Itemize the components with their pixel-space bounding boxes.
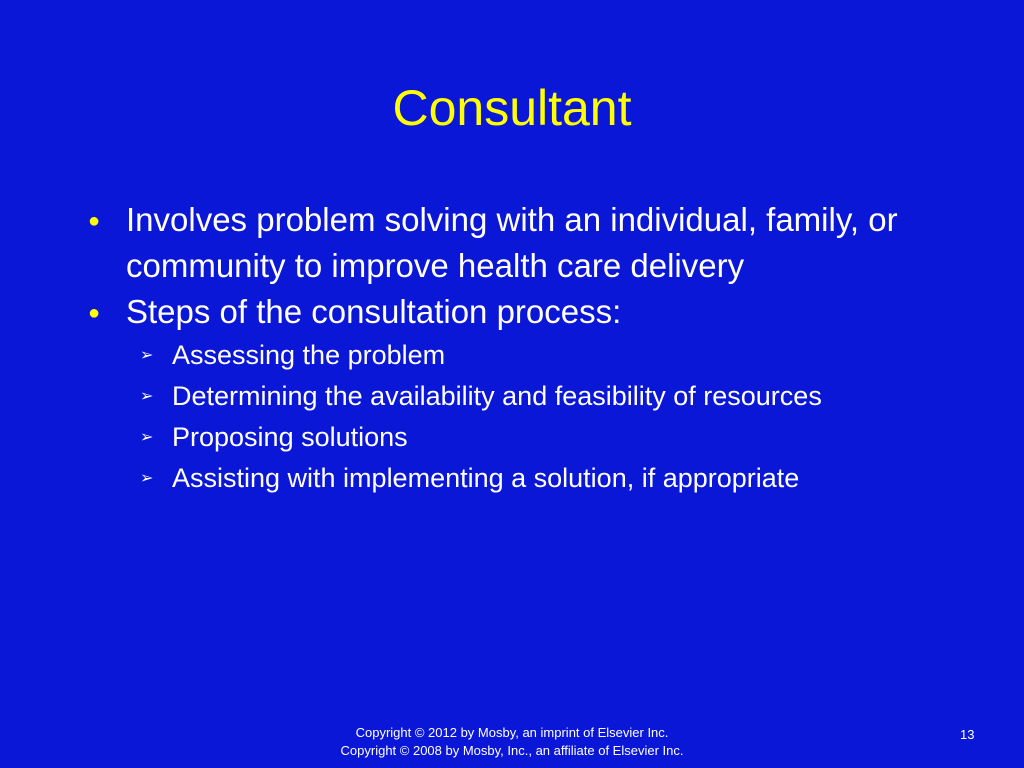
sub-bullet-text: Assessing the problem: [172, 340, 446, 370]
arrow-bullet-icon: ➢: [140, 347, 154, 364]
sub-bullet-text: Determining the availability and feasibility of resources: [172, 381, 822, 411]
sub-bullet-item: [140, 417, 944, 458]
copyright-footer: [0, 724, 1024, 760]
bullet-dot-icon: ●: [88, 302, 101, 324]
bullet-text: Steps of the consultation process:: [126, 293, 622, 330]
copyright-line-2: Copyright © 2008 by Mosby, Inc., an affiliate of Elsevier Inc.: [340, 743, 684, 758]
arrow-bullet-icon: ➢: [140, 429, 154, 446]
sub-bullet-text: Assisting with implementing a solution, if appropriate: [172, 463, 800, 493]
arrow-bullet-icon: ➢: [140, 470, 154, 487]
slide-title: Consultant: [392, 80, 632, 136]
sub-bullet-list: [84, 335, 944, 499]
bullet-dot-icon: ●: [88, 210, 101, 232]
sub-bullet-text: Proposing solutions: [172, 422, 408, 452]
bullet-item: [84, 289, 944, 335]
bullet-item: [84, 197, 944, 289]
arrow-bullet-icon: ➢: [140, 388, 154, 405]
sub-bullet-item: [140, 376, 944, 417]
slide-content: [84, 197, 944, 499]
sub-bullet-item: [140, 458, 944, 499]
bullet-text: Involves problem solving with an individual, family, or community to improve health care delivery: [126, 201, 898, 284]
copyright-line-1: Copyright © 2012 by Mosby, an imprint of Elsevier Inc.: [355, 725, 669, 740]
page-number: 13: [960, 727, 975, 742]
sub-bullet-item: [140, 335, 944, 376]
